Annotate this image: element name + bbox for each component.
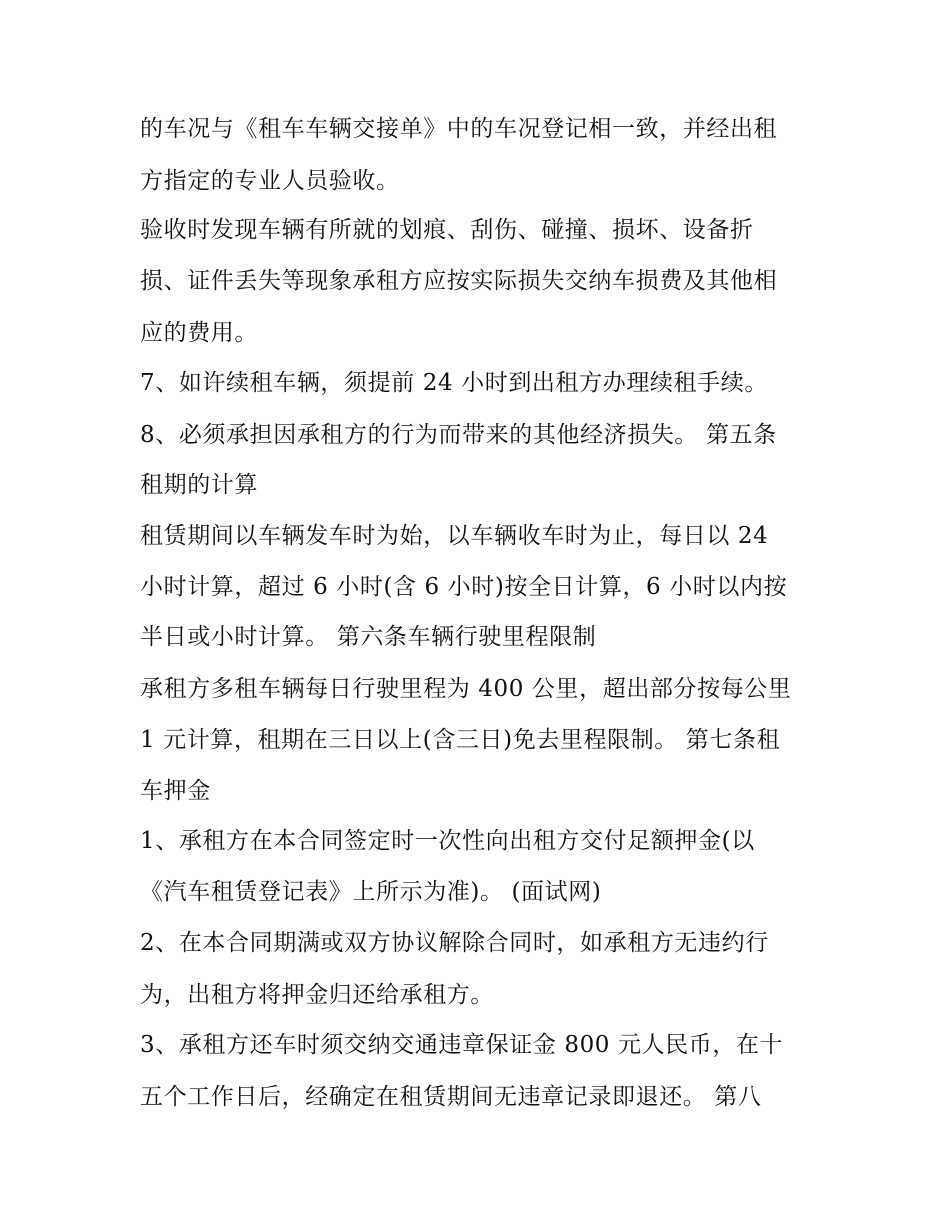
text-line-16: 《汽车租赁登记表》上所示为准)。 (面试网)	[140, 879, 602, 905]
text-line-3: 验收时发现车辆有所就的划痕、刮伤、碰撞、损坏、设备折	[140, 217, 754, 243]
text-line-13: 1 元计算，租期在三日以上(含三日)免去里程限制。 第七条租	[140, 727, 781, 753]
text-line-1: 的车况与《租车车辆交接单》中的车况登记相一致，并经出租	[140, 116, 778, 142]
text-line-17: 2、在本合同期满或双方协议解除合同时，如承租方无违约行	[140, 930, 769, 956]
text-line-18: 为，出租方将押金归还给承租方。	[140, 982, 494, 1008]
text-line-10: 小时计算，超过 6 小时(含 6 小时)按全日计算，6 小时以内按	[140, 574, 788, 600]
text-line-15: 1、承租方在本合同签定时一次性向出租方交付足额押金(以	[140, 828, 755, 854]
text-line-11: 半日或小时计算。 第六条车辆行驶里程限制	[140, 624, 597, 650]
text-line-9: 租赁期间以车辆发车时为始，以车辆收车时为止，每日以 24	[140, 523, 769, 549]
text-line-8: 租期的计算	[140, 472, 258, 498]
text-line-12: 承租方多租车辆每日行驶里程为 400 公里，超出部分按每公里	[140, 676, 792, 702]
text-line-4: 损、证件丢失等现象承租方应按实际损失交纳车损费及其他相	[140, 268, 778, 294]
text-line-7: 8、必须承担因承租方的行为而带来的其他经济损失。 第五条	[140, 422, 777, 448]
text-line-6: 7、如许续租车辆，须提前 24 小时到出租方办理续租手续。	[140, 370, 768, 396]
text-line-20: 五个工作日后，经确定在租赁期间无违章记录即退还。 第八	[140, 1084, 762, 1110]
text-line-19: 3、承租方还车时须交纳交通违章保证金 800 元人民币，在十	[140, 1032, 784, 1058]
text-line-14: 车押金	[140, 778, 211, 804]
text-line-2: 方指定的专业人员验收。	[140, 168, 400, 194]
text-line-5: 应的费用。	[140, 320, 258, 346]
